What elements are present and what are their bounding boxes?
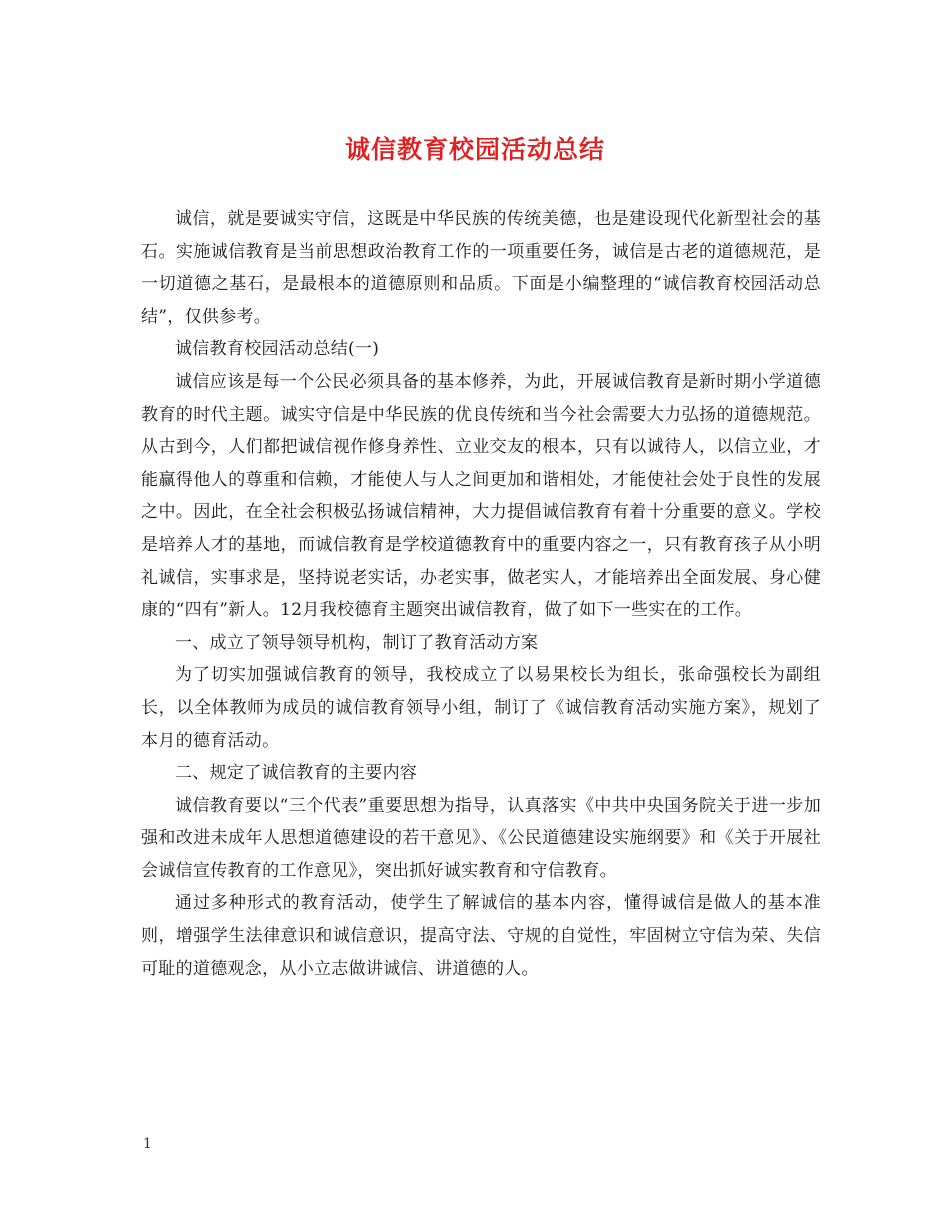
intro-paragraph: 诚信，就是要诚实守信，这既是中华民族的传统美德，也是建设现代化新型社会的基石。实施诚信教育是当前思想政治教育工作的一项重要任务，诚信是古老的道德规范，是一切道德之基石，是最根本的道德原则和品质。下面是小编整理的“诚信教育校园活动总结”，仅供参考。: [141, 209, 821, 327]
section-heading-leadership: 一、成立了领导领导机构，制订了教育活动方案: [175, 632, 539, 653]
body-paragraph: 为了切实加强诚信教育的领导，我校成立了以易果校长为组长，张命强校长为副组长，以全体教师为成员的诚信教育领导小组，制订了《诚信教育活动实施方案》，规划了本月的德育活动。: [141, 665, 821, 751]
body-paragraph: 诚信教育要以“三个代表”重要思想为指导，认真落实《中共中央国务院关于进一步加强和改进未成年人思想道德建设的若干意见》、《公民道德建设实施纲要》和《关于开展社会诚信宣传教育的工作意见》，突出抓好诚实教育和守信教育。: [141, 795, 821, 881]
section-heading-summary-one: 诚信教育校园活动总结(一): [175, 339, 380, 360]
body-paragraph: 通过多种形式的教育活动，使学生了解诚信的基本内容，懂得诚信是做人的基本准则，增强学生法律意识和诚信意识，提高守法、守规的自觉性，牢固树立守信为荣、失信可耻的道德观念，从小立志做讲诚信、讲道德的人。: [141, 893, 821, 979]
document-body: [141, 203, 821, 985]
body-paragraph: 诚信应该是每一个公民必须具备的基本修养，为此，开展诚信教育是新时期小学道德教育的时代主题。诚实守信是中华民族的优良传统和当今社会需要大力弘扬的道德规范。从古到今，人们都把诚信视作修身养性、立业交友的根本，只有以诚待人，以信立业，才能赢得他人的尊重和信赖，才能使人与人之间更加和谐相处，才能使社会处于良性的发展之中。因此，在全社会积极弘扬诚信精神，大力提倡诚信教育有着十分重要的意义。学校是培养人才的基地，而诚信教育是学校道德教育中的重要内容之一，只有教育孩子从小明礼诚信，实事求是，坚持说老实话，办老实事，做老实人，才能培养出全面发展、身心健康的“四有”新人。12月我校德育主题突出诚信教育，做了如下一些实在的工作。: [141, 371, 821, 621]
page-number: 1: [143, 1136, 152, 1152]
document-title: 诚信教育校园活动总结: [344, 135, 605, 164]
section-heading-content: 二、规定了诚信教育的主要内容: [175, 763, 418, 784]
